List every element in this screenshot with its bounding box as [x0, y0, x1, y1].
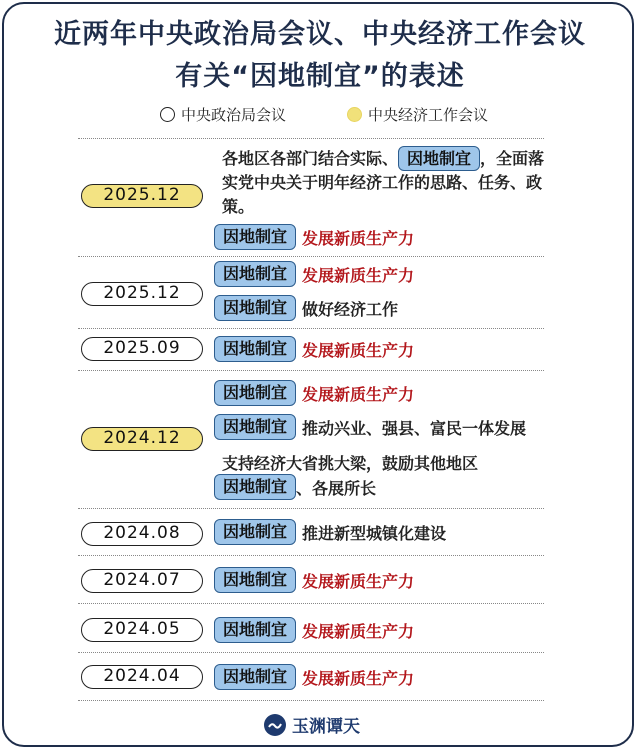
row-divider	[78, 652, 544, 653]
statement-line	[214, 224, 414, 250]
row-divider	[78, 256, 544, 257]
date-badge: 2024.12	[81, 427, 203, 451]
statement-line	[214, 414, 526, 440]
yindizhiyi-tag: 因地制宜	[214, 474, 296, 500]
statement-text: 发展新质生产力	[302, 621, 415, 641]
statement-line	[214, 617, 414, 643]
yindizhiyi-tag: 因地制宜	[214, 380, 296, 406]
row-divider	[78, 508, 544, 509]
yindizhiyi-tag: 因地制宜	[214, 414, 296, 440]
statement-line	[214, 664, 414, 690]
statement-text: 推动兴业、强县、富民一体发展	[302, 418, 527, 438]
yindizhiyi-tag: 因地制宜	[398, 146, 480, 171]
statement-line	[214, 261, 414, 287]
legend-item-economic	[347, 104, 488, 125]
legend-item-politburo	[160, 104, 286, 125]
statement-text: ，全面落实党中央关于明年经济工作的思路、任务、政策。	[222, 149, 545, 216]
statement-line	[214, 336, 414, 362]
date-badge: 2024.08	[81, 522, 203, 546]
statement-text: 发展新质生产力	[302, 265, 415, 285]
legend-label-politburo: 中央政治局会议	[181, 106, 287, 124]
statement-text: 发展新质生产力	[302, 228, 415, 248]
yindizhiyi-tag: 因地制宜	[214, 224, 296, 250]
date-badge: 2024.05	[81, 618, 203, 642]
statement-paragraph	[222, 146, 552, 219]
statement-line	[214, 519, 446, 545]
legend-label-economic: 中央经济工作会议	[368, 106, 489, 124]
statement-line	[214, 295, 398, 321]
brand-logo	[264, 712, 360, 737]
yindizhiyi-tag: 因地制宜	[214, 295, 296, 321]
row-divider	[78, 138, 544, 139]
date-badge: 2024.04	[81, 665, 203, 689]
statement-line	[214, 474, 376, 500]
row-divider	[78, 603, 544, 604]
statement-text: 做好经济工作	[302, 299, 399, 319]
statement-text: 推进新型城镇化建设	[302, 523, 447, 543]
statement-text: 支持经济大省挑大梁，鼓励其他地区	[222, 454, 479, 473]
hollow-circle-icon	[160, 107, 175, 122]
filled-circle-icon	[347, 107, 362, 122]
yindizhiyi-tag: 因地制宜	[214, 567, 296, 593]
date-badge: 2025.09	[81, 337, 203, 361]
date-badge: 2025.12	[81, 184, 203, 208]
yindizhiyi-tag: 因地制宜	[214, 664, 296, 690]
statement-text: 发展新质生产力	[302, 668, 415, 688]
yindizhiyi-tag: 因地制宜	[214, 617, 296, 643]
page-subtitle: 有关“因地制宜”的表述	[175, 61, 465, 92]
statement-text: 发展新质生产力	[302, 384, 415, 404]
statement-text: 发展新质生产力	[302, 571, 415, 591]
yindizhiyi-tag: 因地制宜	[214, 519, 296, 545]
statement-line	[214, 380, 414, 406]
statement-text: 、各展所长	[296, 478, 377, 498]
statement-text: 发展新质生产力	[302, 340, 415, 360]
row-divider	[78, 700, 544, 701]
row-divider	[78, 328, 544, 329]
date-badge: 2025.12	[81, 282, 203, 306]
wave-logo-icon	[264, 714, 286, 736]
row-divider	[78, 555, 544, 556]
yindizhiyi-tag: 因地制宜	[214, 261, 296, 287]
row-divider	[78, 370, 544, 371]
statement-line	[214, 567, 414, 593]
yindizhiyi-tag: 因地制宜	[214, 336, 296, 362]
page-title: 近两年中央政治局会议、中央经济工作会议	[54, 19, 586, 50]
statement-text: 各地区各部门结合实际、	[222, 149, 399, 168]
brand-name: 玉渊谭天	[292, 717, 360, 737]
date-badge: 2024.07	[81, 569, 203, 593]
